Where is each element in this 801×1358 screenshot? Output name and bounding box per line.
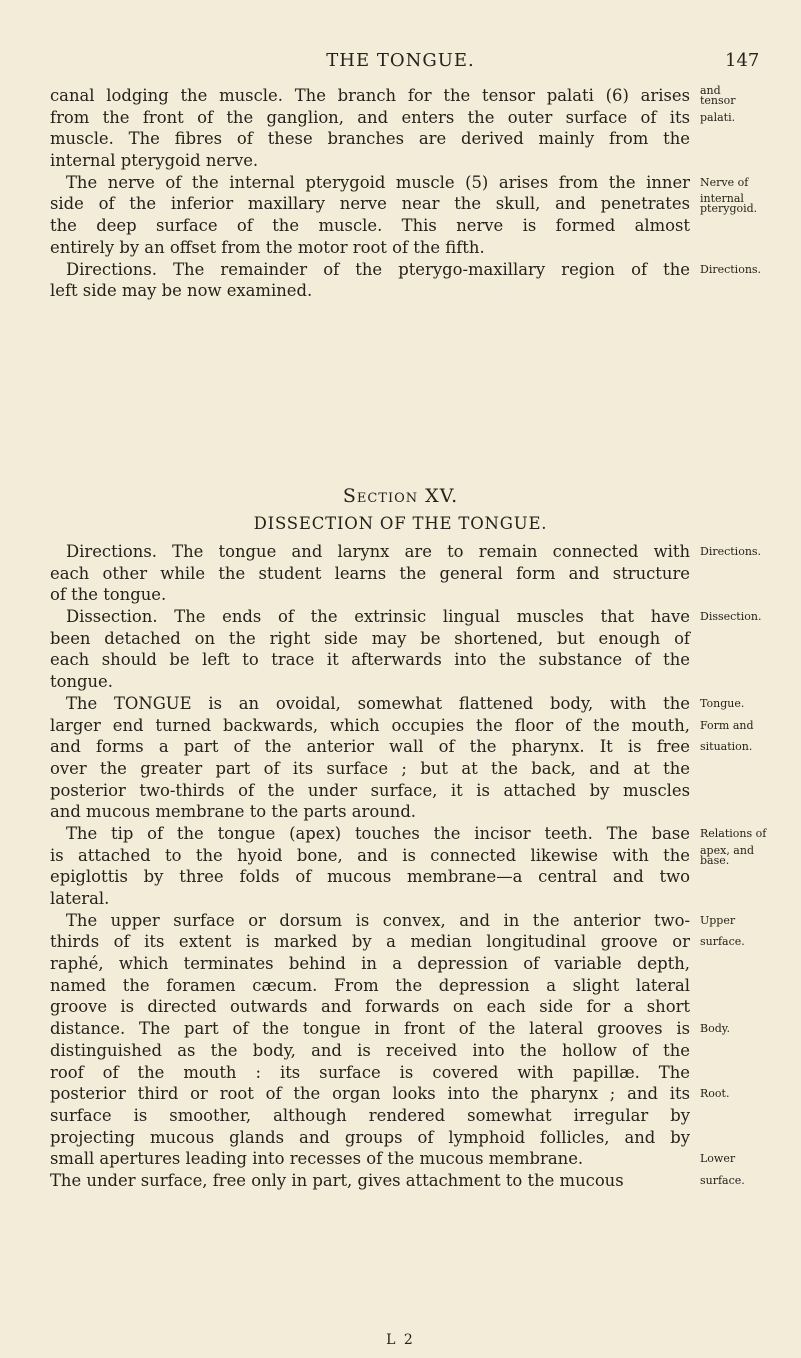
marginal-note <box>700 843 754 867</box>
marginal-note-line: pterygoid. <box>700 202 758 216</box>
text-line <box>50 715 754 737</box>
text-line <box>50 953 740 975</box>
text-line <box>50 606 762 628</box>
line-text: Directions. The tongue and larynx are to remain connected with <box>66 542 690 561</box>
marginal-note: Lower <box>700 1152 736 1166</box>
line-text: Directions. The remainder of the pterygo-maxillary region of the <box>66 259 690 279</box>
line-text: over the greater part of its surface ; but at the back, and at the <box>50 758 690 778</box>
marginal-note: Directions. <box>700 262 762 276</box>
line-text: each should be left to trace it afterwards into the substance of the <box>50 650 690 670</box>
marginal-note-line: apex, and <box>700 843 754 857</box>
line-text: and mucous membrane to the parts around. <box>50 802 417 822</box>
text-line <box>50 128 740 150</box>
line-text: raphé, which terminates behind in a depression of variable depth, <box>50 954 690 974</box>
line-text: posterior two-thirds of the under surface, it is attached by muscles <box>50 780 690 800</box>
text-line <box>50 150 740 172</box>
text-line <box>50 780 740 802</box>
text-line <box>50 1062 740 1084</box>
line-text: left side may be now examined. <box>50 281 313 301</box>
line-text: The tip of the tongue (apex) touches the incisor teeth. The base <box>66 823 690 843</box>
line-text: distinguished as the body, and is received into the hollow of the <box>50 1040 690 1060</box>
marginal-note: Upper <box>700 913 736 927</box>
text-line <box>50 649 740 671</box>
marginal-note: situation. <box>700 740 753 754</box>
text-line <box>50 1018 740 1040</box>
line-text: internal pterygoid nerve. <box>50 151 259 171</box>
line-text: from the front of the ganglion, and enters the outer surface of its <box>50 107 690 127</box>
section-heading: Section XV. <box>342 485 459 507</box>
line-text: tongue. <box>50 672 113 692</box>
line-text: muscle. The fibres of these branches are derived mainly from the <box>50 129 690 149</box>
text-line <box>50 1105 740 1127</box>
marginal-note: palati. <box>700 110 736 124</box>
marginal-note: Form and <box>700 718 754 732</box>
line-text: posterior third or root of the organ looks into the pharynx ; and its <box>50 1084 690 1104</box>
text-line <box>50 1170 745 1192</box>
text-line <box>50 996 740 1018</box>
line-text: canal lodging the muscle. The branch for the tensor palati (6) arises <box>50 86 690 105</box>
line-text: been detached on the right side may be shortened, but enough of <box>50 628 690 648</box>
marginal-note <box>700 86 736 106</box>
marginal-note: Tongue. <box>700 696 745 710</box>
text-line <box>50 237 740 259</box>
line-text: roof of the mouth : its surface is covered with papillæ. The <box>50 1062 690 1082</box>
line-text: The nerve of the internal pterygoid muscle (5) arises from the inner <box>66 172 690 192</box>
text-line <box>50 1148 740 1170</box>
text-line <box>50 975 740 997</box>
text-line <box>50 736 753 758</box>
text-line <box>50 888 740 910</box>
line-text: is attached to the hyoid bone, and is connected likewise with the <box>50 845 690 865</box>
running-header: THE TONGUE. <box>326 50 475 71</box>
text-line <box>50 801 740 823</box>
text-line <box>50 758 740 780</box>
marginal-note: Dissection. <box>700 610 762 624</box>
paragraph-block-top <box>50 84 762 302</box>
line-text: surface is smoother, although rendered somewhat irregular by <box>50 1105 690 1125</box>
text-line <box>50 1083 740 1105</box>
text-line <box>50 280 740 302</box>
text-line <box>50 671 740 693</box>
line-text: and forms a part of the anterior wall of the pharynx. It is free <box>50 737 690 757</box>
line-text: larger end turned backwards, which occupies the floor of the mouth, <box>50 715 690 735</box>
marginal-note: Relations of <box>700 826 767 840</box>
line-text: entirely by an offset from the motor root of the fifth. <box>50 237 485 257</box>
marginal-note-line: tensor <box>700 94 736 107</box>
marginal-note-line: internal <box>700 192 744 206</box>
marginal-note-line: base. <box>700 853 730 867</box>
text-line <box>50 584 740 606</box>
line-text: The upper surface or dorsum is convex, and in the anterior two- <box>66 910 690 930</box>
text-line <box>50 843 754 867</box>
page-number: 147 <box>725 50 760 71</box>
text-line <box>50 259 762 281</box>
line-text: groove is directed outwards and forwards on each side for a short <box>50 997 690 1017</box>
marginal-note: surface. <box>700 935 745 949</box>
line-text: of the tongue. <box>50 585 167 605</box>
marginal-note <box>700 194 757 214</box>
text-line <box>50 931 745 953</box>
marginal-note: Root. <box>700 1087 730 1101</box>
line-text: lateral. <box>50 889 110 908</box>
marginal-note: Nerve of <box>700 175 749 189</box>
line-text: thirds of its extent is marked by a median longitudinal groove or <box>50 932 690 952</box>
chapter-heading: DISSECTION OF THE TONGUE. <box>253 514 548 533</box>
text-line <box>50 1127 740 1149</box>
marginal-note: Body. <box>700 1022 730 1036</box>
line-text: the deep surface of the muscle. This nerve is formed almost <box>50 216 690 236</box>
line-text: side of the inferior maxillary nerve near the skull, and penetrates <box>50 194 690 214</box>
text-line <box>50 215 740 237</box>
text-line <box>50 192 758 216</box>
text-line <box>50 693 745 715</box>
text-line <box>50 563 740 585</box>
text-line <box>50 541 762 563</box>
line-text: projecting mucous glands and groups of lymphoid follicles, and by <box>50 1127 690 1147</box>
line-text: small apertures leading into recesses of the mucous membrane. <box>50 1149 584 1169</box>
text-line <box>50 823 767 845</box>
text-line <box>50 172 749 194</box>
line-text: epiglottis by three folds of mucous membrane—a central and two <box>50 867 690 887</box>
marginal-note-line: and <box>700 84 721 97</box>
signature-mark: L 2 <box>386 1332 415 1348</box>
text-line <box>50 85 740 107</box>
text-line <box>50 628 740 650</box>
text-line <box>50 107 740 129</box>
paragraph-block-main <box>50 541 767 1192</box>
text-line <box>50 1040 740 1062</box>
marginal-note: surface. <box>700 1173 745 1187</box>
line-text: The under surface, free only in part, gives attachment to the mucous <box>50 1170 624 1190</box>
line-text: Dissection. The ends of the extrinsic lingual muscles that have <box>66 607 690 627</box>
text-line <box>50 866 740 888</box>
line-text: distance. The part of the tongue in front of the lateral grooves is <box>50 1019 690 1039</box>
text-line <box>50 910 740 932</box>
line-text: named the foramen cæcum. From the depression a slight lateral <box>50 975 690 995</box>
line-text: The TONGUE is an ovoidal, somewhat flattened body, with the <box>66 693 690 713</box>
line-text: each other while the student learns the general form and structure <box>50 563 690 583</box>
marginal-note: Directions. <box>700 545 762 558</box>
